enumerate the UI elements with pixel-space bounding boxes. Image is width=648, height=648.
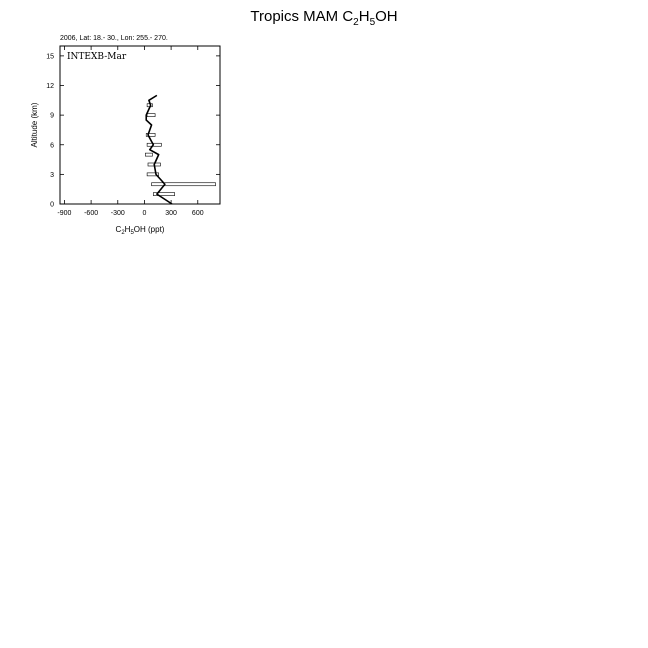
error-bars — [145, 104, 215, 196]
plot-frame — [60, 46, 220, 204]
x-tick-label: 0 — [142, 210, 147, 217]
x-tick-label: -900 — [57, 210, 72, 217]
page-title: Tropics MAM $C_2H_5OH$ — [250, 8, 398, 28]
y-tick-label: 9 — [50, 112, 54, 120]
x-tick-label: -300 — [110, 210, 125, 217]
y-tick-label: 15 — [46, 53, 54, 61]
chart-subtitle: 2006, Lat: 18.- 30., Lon: 255.- 270. — [60, 35, 168, 42]
y-tick-label: 0 — [50, 201, 54, 209]
error-bar — [152, 183, 216, 186]
error-bar — [145, 153, 152, 156]
y-tick-label: 12 — [46, 83, 54, 90]
axis-ticks — [46, 46, 220, 217]
error-bar — [147, 143, 161, 146]
series-group — [146, 95, 172, 204]
y-tick-label: 6 — [50, 142, 54, 150]
x-tick-label: -600 — [84, 210, 99, 217]
x-tick-label: 300 — [165, 210, 177, 217]
series-line — [146, 95, 172, 204]
inset-label: INTEXB-Mar — [67, 52, 127, 62]
error-bar — [147, 114, 155, 117]
x-axis-label: $C_2H_5OH$ (ppt) — [115, 225, 165, 236]
x-tick-label: 600 — [191, 210, 204, 217]
y-axis-label: Altitude (km) — [30, 102, 39, 148]
y-tick-label: 3 — [50, 171, 54, 179]
